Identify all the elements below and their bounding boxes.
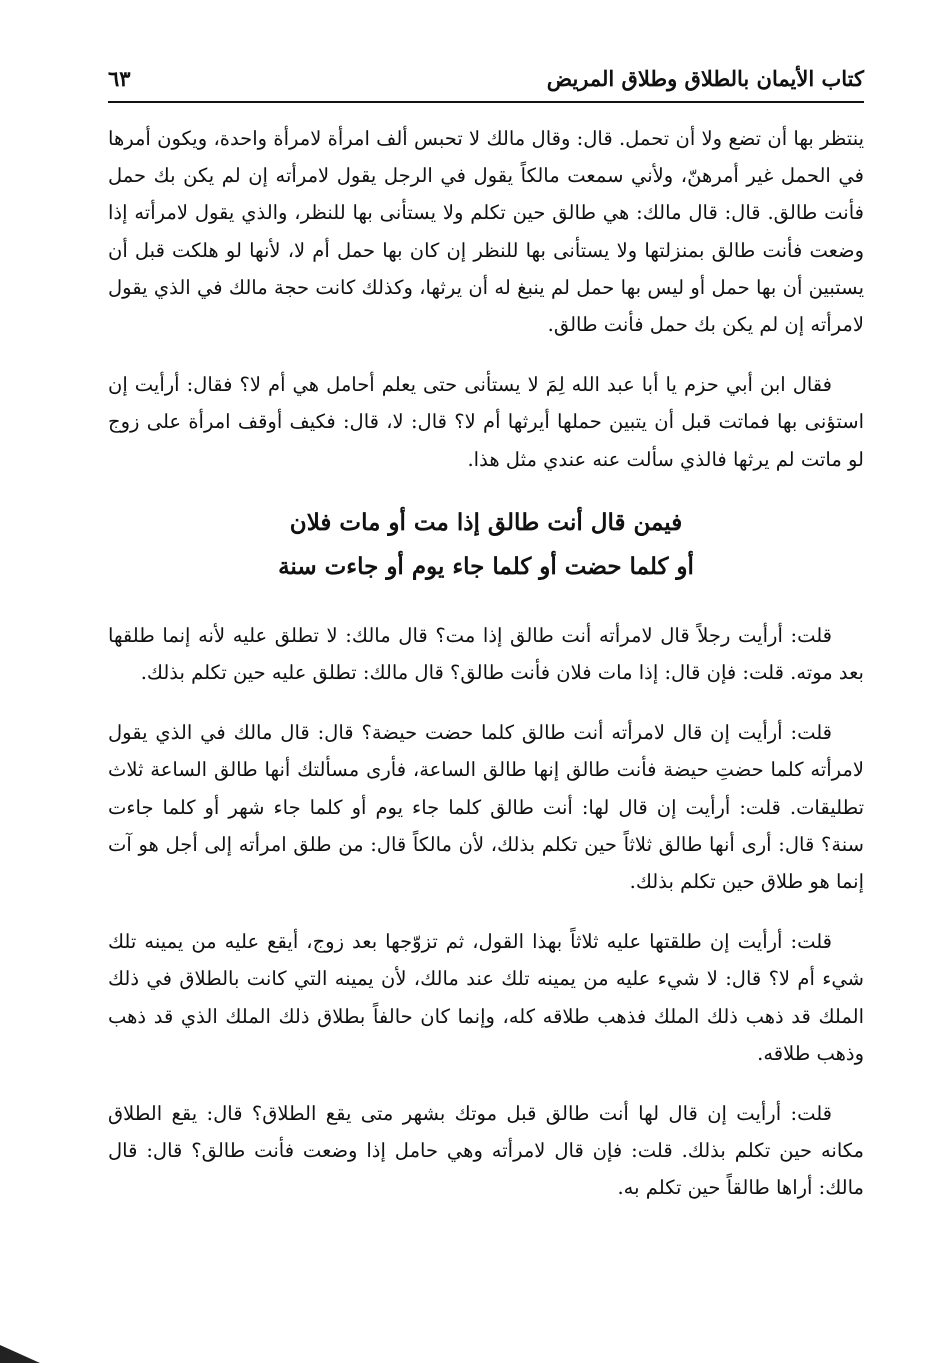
page-header (108, 62, 864, 100)
paragraph: قلت: أرأيت رجلاً قال لامرأته أنت طالق إذا مت؟ قال مالك: لا تطلق عليه لأنه إنما طلقها بعد موته. قلت: فإن قال: إذا مات فلان فأنت طالق؟ قال مالك: تطلق عليه حين تكلم بذلك. (108, 623, 864, 685)
paragraph: فقال ابن أبي حزم يا أبا عبد الله لِمَ لا يستأنى حتى يعلم أحامل هي أم لا؟ فقال: أرأيت إن استؤنى بها فماتت قبل أن يتبين حملها أيرثها أم لا؟ قال: لا، قال: فكيف أوقف امرأة على زوج لو ماتت لم يرثها فالذي سألت عنه عندي مثل هذا. (108, 373, 864, 471)
paragraph: قلت: أرأيت إن قال لها أنت طالق قبل موتك بشهر متى يقع الطلاق؟ قال: يقع الطلاق مكانه حين تكلم بذلك. قلت: فإن قال لامرأته وهي حامل إذا وضعت فأنت طالق؟ قال: قال مالك: أراها طالقاً حين تكلم به. (108, 1102, 864, 1200)
paragraph: قلت: أرأيت إن قال لامرأته أنت طالق كلما حضت حيضة؟ قال: قال مالك في الذي يقول لامرأته كلما حضتِ حيضة فأنت طالق إنها طالق الساعة، فأرى مسألتك أنها طالق الساعة ثلاث تطليقات. قلت: أرأيت إن قال لها: أنت طالق كلما جاء يوم أو كلما جاء شهر أو كلما جاءت سنة؟ قال: أرى أنها طالق ثلاثاً حين تكلم بذلك، لأن مالكاً قال: من طلق امرأته إلى أجل هو آت إنما هو طلاق حين تكلم بذلك. (108, 721, 864, 894)
section-heading-line: فيمن قال أنت طالق إذا مت أو مات فلان (289, 508, 683, 536)
running-title: كتاب الأيمان بالطلاق وطلاق المريض (546, 66, 864, 91)
paragraph: قلت: أرأيت إن طلقتها عليه ثلاثاً بهذا القول، ثم تزوّجها بعد زوج، أيقع عليه من يمينه تلك شيء أم لا؟ قال: لا شيء عليه من يمينه تلك عند مالك، لأن يمينه التي كانت بالطلاق في ذلك الملك قد ذهب ذلك الملك فذهب طلاقه كله، وإنما كان حالفاً بطلاق ذلك الملك الذي قد ذهب وذهب طلاقه. (108, 930, 864, 1065)
body-text (108, 120, 864, 1230)
section-heading (108, 501, 864, 589)
page-number: ٦٣ (108, 66, 131, 91)
section-heading-line: أو كلما حضت أو كلما جاء يوم أو جاءت سنة (278, 552, 694, 580)
header-divider (108, 101, 864, 103)
paragraph: ينتظر بها أن تضع ولا أن تحمل. قال: وقال مالك لا تحبس ألف امرأة لامرأة واحدة، ويكون أمرها في الحمل غير أمرهنّ، ولأني سمعت مالكاً يقول في الرجل يقول لامرأته إن لم يكن بك حمل فأنت طالق. قال: قال مالك: هي طالق حين تكلم ولا يستأنى بها للنظر، والذي يقول لامرأته إذا وضعت فأنت طالق بمنزلتها ولا يستأنى بها للنظر إن كان بها حمل أم لا، لأنها لو هلكت قبل أن يستبين أن بها حمل أو ليس بها حمل لم ينبغ له أن يرثها، وكذلك كانت حجة مالك في الذي يقول لامرأته إن لم يكن بك حمل فأنت طالق. (108, 127, 864, 337)
scan-corner-shadow (0, 1323, 40, 1363)
